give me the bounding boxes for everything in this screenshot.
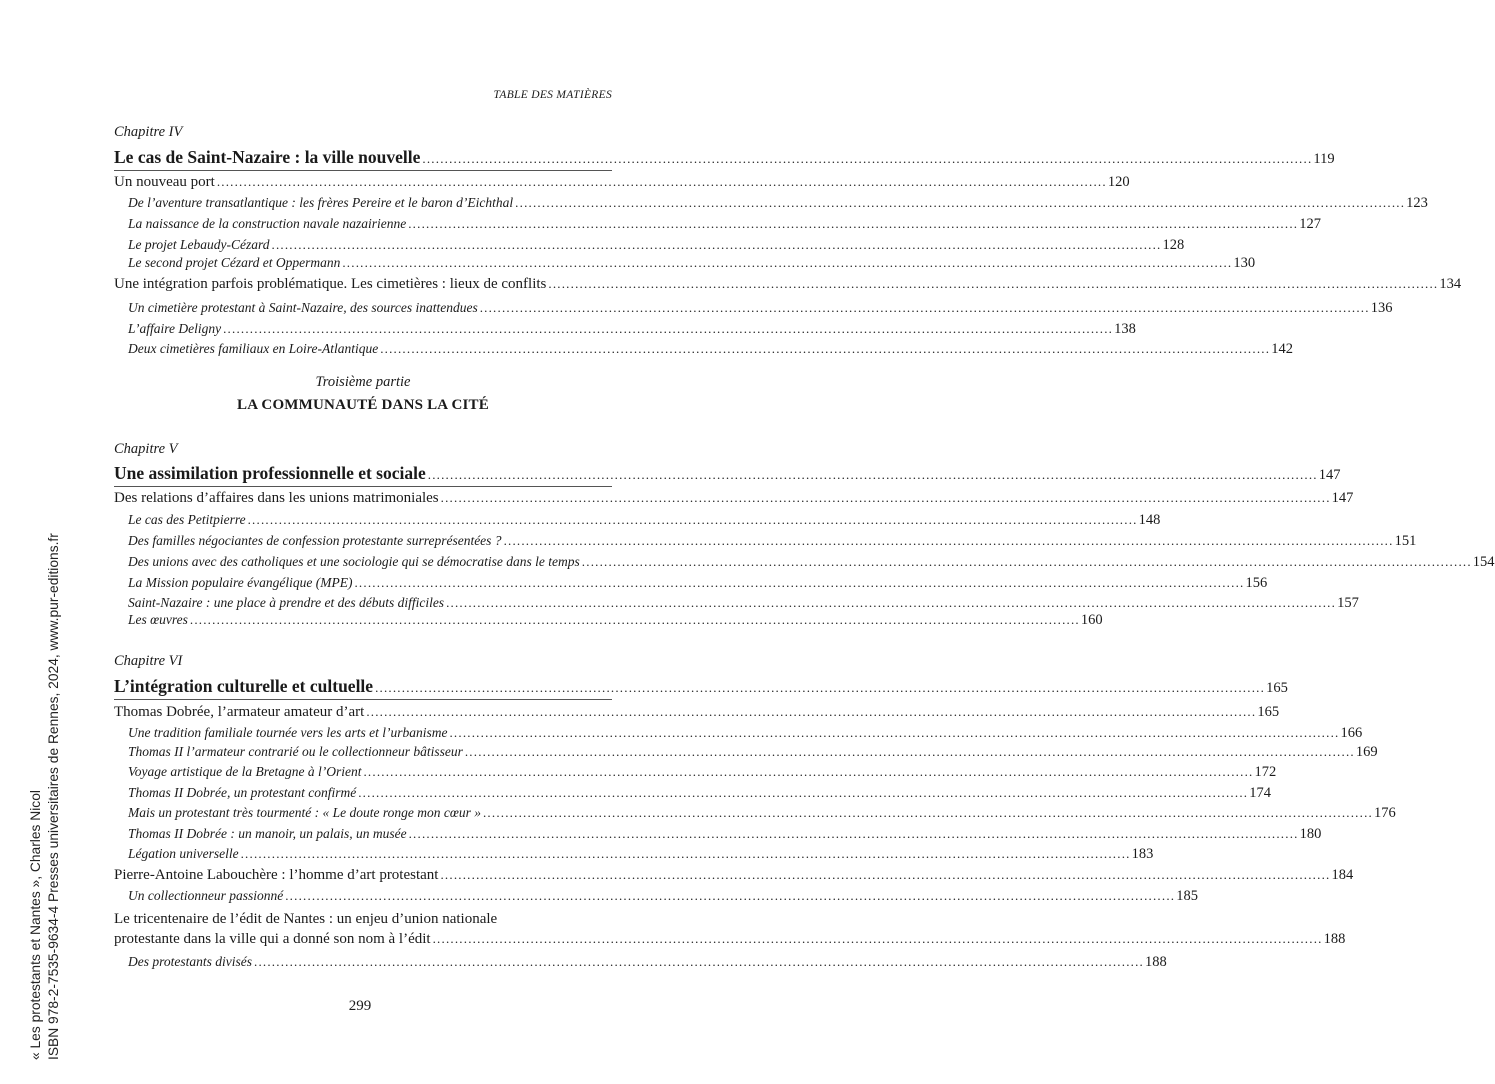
- dot-leader: ........................................................................................................................................................................................................: [216, 174, 1107, 189]
- dot-leader: ........................................................................................................................................................................................................: [548, 276, 1439, 291]
- toc-entry-title: Des familles négociantes de confession protestante surreprésentées ?: [128, 533, 502, 548]
- toc-entry-title: Une tradition familiale tournée vers les arts et l’urbanisme: [128, 725, 448, 740]
- toc-entry-title: Des relations d’affaires dans les unions matrimoniales: [114, 490, 439, 506]
- toc-entry-title: Chapitre V: [114, 441, 178, 457]
- toc-entry-title: Thomas Dobrée, l’armateur amateur d’art: [114, 704, 365, 720]
- toc-subsection: [114, 742, 1378, 762]
- toc-entry-title: protestante dans la ville qui a donné son nom à l’édit: [114, 931, 431, 947]
- toc-entry-title: Une assimilation professionnelle et sociale: [114, 463, 426, 483]
- toc-subsection: [114, 762, 1277, 782]
- toc-subsection: [114, 952, 1167, 972]
- toc-part-label: [114, 372, 612, 392]
- dot-leader: ........................................................................................................................................................................................................: [223, 321, 1114, 336]
- chapter-divider: [114, 699, 612, 700]
- dot-leader: ........................................................................................................................................................................................................: [189, 612, 1080, 627]
- dot-leader: ........................................................................................................................................................................................................: [432, 931, 1323, 946]
- toc-entry-page: 147: [1331, 490, 1354, 506]
- toc-subsection: [114, 214, 1321, 234]
- toc-entry-page: 130: [1233, 255, 1256, 271]
- dot-leader: ........................................................................................................................................................................................................: [515, 195, 1406, 210]
- dot-leader: ........................................................................................................................................................................................................: [247, 512, 1138, 527]
- toc-entry-page: 166: [1340, 725, 1363, 741]
- toc-entry-page: 169: [1355, 744, 1378, 760]
- toc-entry-title: Voyage artistique de la Bretagne à l’Orient: [128, 764, 362, 779]
- toc-entry-title: Le projet Lebaudy-Cézard: [128, 237, 270, 252]
- dot-leader: ........................................................................................................................................................................................................: [581, 554, 1472, 569]
- toc-entry-page: 180: [1299, 826, 1322, 842]
- toc-entry-page: 151: [1394, 533, 1417, 549]
- toc-entry-page: 156: [1245, 575, 1268, 591]
- toc-entry-page: 128: [1162, 237, 1185, 253]
- running-header: TABLE DES MATIÈRES: [493, 89, 612, 101]
- toc-subsection: [114, 298, 1393, 318]
- toc-section: [114, 172, 1130, 192]
- toc-entry-page: 188: [1145, 954, 1167, 970]
- dot-leader: ........................................................................................................................................................................................................: [464, 744, 1355, 759]
- toc-entry-page: 185: [1176, 888, 1198, 904]
- dot-leader: ........................................................................................................................................................................................................: [503, 533, 1394, 548]
- toc-entry-title: Saint-Nazaire : une place à prendre et des débuts difficiles: [128, 595, 445, 610]
- toc-subsection: [114, 552, 1495, 572]
- toc-entry-title: Le second projet Cézard et Oppermann: [128, 255, 341, 270]
- toc-chapter-title: [114, 676, 1288, 696]
- toc-entry-title: L’intégration culturelle et cultuelle: [114, 676, 374, 696]
- dot-leader: ........................................................................................................................................................................................................: [449, 725, 1340, 740]
- toc-entry-title: Un collectionneur passionné: [128, 888, 284, 903]
- dot-leader: ........................................................................................................................................................................................................: [440, 490, 1331, 505]
- toc-chapter-title: [114, 147, 1335, 167]
- toc-section: [114, 274, 1462, 294]
- page-number: 299: [348, 998, 372, 1014]
- toc-entry-title: L’affaire Deligny: [128, 321, 222, 336]
- toc-chapter-title: [114, 463, 1341, 483]
- toc-entry-title: Une intégration parfois problématique. Les cimetières : lieux de conflits: [114, 276, 547, 292]
- toc-entry-title: Thomas II Dobrée, un protestant confirmé: [128, 785, 357, 800]
- dot-leader: ........................................................................................................................................................................................................: [285, 888, 1176, 903]
- toc-entry-page: 176: [1373, 805, 1396, 821]
- toc-entry-title: Deux cimetières familiaux en Loire-Atlantique: [128, 341, 379, 356]
- toc-subsection: [114, 193, 1428, 213]
- toc-section: [114, 909, 612, 929]
- dot-leader: ........................................................................................................................................................................................................: [427, 467, 1318, 482]
- dot-leader: ........................................................................................................................................................................................................: [380, 341, 1271, 356]
- toc-entry-page: 120: [1107, 174, 1130, 190]
- toc-entry-page: 138: [1114, 321, 1136, 337]
- toc-subsection: [114, 783, 1271, 803]
- toc-entry-title: LA COMMUNAUTÉ DANS LA CITÉ: [237, 397, 489, 413]
- dot-leader: ........................................................................................................................................................................................................: [440, 867, 1331, 882]
- toc-subsection: [114, 824, 1322, 844]
- toc-entry-title: Pierre-Antoine Labouchère : l’homme d’art protestant: [114, 867, 439, 883]
- side-citation-line-2: ISBN 978-2-7535-9634-4 Presses universitaires de Rennes, 2024, www.pur-editions.fr: [46, 533, 61, 1060]
- toc-entry-page: 184: [1331, 867, 1354, 883]
- toc-entry-page: 147: [1318, 467, 1341, 483]
- dot-leader: ........................................................................................................................................................................................................: [366, 704, 1257, 719]
- toc-entry-page: 160: [1080, 612, 1103, 628]
- toc-section: [114, 488, 1354, 508]
- dot-leader: ........................................................................................................................................................................................................: [408, 216, 1299, 231]
- toc-part-title: [114, 395, 612, 415]
- toc-entry-title: La naissance de la construction navale nazairienne: [128, 216, 407, 231]
- dot-leader: ........................................................................................................................................................................................................: [354, 575, 1245, 590]
- dot-leader: ........................................................................................................................................................................................................: [271, 237, 1162, 252]
- dot-leader: ........................................................................................................................................................................................................: [408, 826, 1299, 841]
- toc-entry-title: Thomas II l’armateur contrarié ou le collectionneur bâtisseur: [128, 744, 463, 759]
- dot-leader: ........................................................................................................................................................................................................: [358, 785, 1249, 800]
- toc-subsection: [114, 573, 1268, 593]
- toc-section: [114, 865, 1354, 885]
- toc-entry-title: Des protestants divisés: [128, 954, 252, 969]
- toc-subsection: [114, 510, 1161, 530]
- toc-subsection: [114, 610, 1103, 630]
- toc-entry-page: 172: [1254, 764, 1277, 780]
- toc-entry-title: Le cas de Saint-Nazaire : la ville nouvelle: [114, 147, 421, 167]
- toc-entry-title: La Mission populaire évangélique (MPE): [128, 575, 353, 590]
- toc-entry-title: Mais un protestant très tourmenté : « Le doute ronge mon cœur »: [128, 805, 481, 820]
- dot-leader: ........................................................................................................................................................................................................: [482, 805, 1373, 820]
- toc-chapter-label: [114, 651, 612, 671]
- toc-subsection: [114, 235, 1185, 255]
- dot-leader: ........................................................................................................................................................................................................: [363, 764, 1254, 779]
- toc-section: [114, 702, 1280, 722]
- toc-entry-title: Chapitre IV: [114, 124, 183, 140]
- toc-entry-page: 183: [1131, 846, 1154, 862]
- toc-entry-page: 174: [1249, 785, 1271, 801]
- toc-entry-page: 119: [1313, 151, 1335, 167]
- toc-entry-title: Le cas des Petitpierre: [128, 512, 246, 527]
- dot-leader: ........................................................................................................................................................................................................: [375, 680, 1266, 695]
- toc-chapter-label: [114, 439, 612, 459]
- toc-entry-title: Chapitre VI: [114, 653, 183, 669]
- toc-entry-page: 123: [1406, 195, 1428, 211]
- toc-entry-title: Le tricentenaire de l’édit de Nantes : un enjeu d’union nationale: [114, 911, 498, 927]
- toc-section: [114, 929, 1346, 949]
- side-citation: [27, 500, 63, 1060]
- dot-leader: ........................................................................................................................................................................................................: [240, 846, 1131, 861]
- toc-entry-title: Des unions avec des catholiques et une sociologie qui se démocratise dans le temps: [128, 554, 580, 569]
- toc-entry-page: 148: [1138, 512, 1161, 528]
- toc-entry-page: 188: [1323, 931, 1346, 947]
- toc-entry-title: De l’aventure transatlantique : les frères Pereire et le baron d’Eichthal: [128, 195, 514, 210]
- chapter-divider: [114, 170, 612, 171]
- toc-entry-page: 157: [1337, 595, 1359, 611]
- dot-leader: ........................................................................................................................................................................................................: [479, 300, 1370, 315]
- toc-entry-page: 165: [1266, 680, 1288, 696]
- dot-leader: ........................................................................................................................................................................................................: [254, 954, 1144, 969]
- toc-subsection: [114, 531, 1417, 551]
- toc-entry-page: 127: [1299, 216, 1321, 232]
- side-citation-line-1: « Les protestants et Nantes », Charles Nicol: [28, 790, 43, 1060]
- toc-subsection: [114, 844, 1154, 864]
- dot-leader: ........................................................................................................................................................................................................: [422, 151, 1313, 166]
- toc-entry-title: Thomas II Dobrée : un manoir, un palais, un musée: [128, 826, 407, 841]
- toc-entry-page: 136: [1370, 300, 1393, 316]
- toc-subsection: [114, 319, 1136, 339]
- toc-entry-page: 154: [1472, 554, 1495, 570]
- dot-leader: ........................................................................................................................................................................................................: [446, 595, 1337, 610]
- toc-entry-title: Un cimetière protestant à Saint-Nazaire, des sources inattendues: [128, 300, 478, 315]
- toc-entry-title: Les œuvres: [128, 612, 188, 627]
- toc-subsection: [114, 886, 1198, 906]
- toc-subsection: [114, 253, 1256, 273]
- toc-entry-page: 165: [1257, 704, 1280, 720]
- toc-subsection: [114, 723, 1363, 743]
- toc-entry-title: Légation universelle: [128, 846, 239, 861]
- dot-leader: ........................................................................................................................................................................................................: [342, 255, 1233, 270]
- toc-entry-page: 134: [1439, 276, 1462, 292]
- toc-chapter-label: [114, 122, 612, 142]
- toc-entry-title: Troisième partie: [315, 374, 411, 390]
- toc-entry-title: Un nouveau port: [114, 174, 215, 190]
- toc-entry-page: 142: [1271, 341, 1293, 357]
- toc-subsection: [114, 803, 1396, 823]
- toc-subsection: [114, 339, 1293, 359]
- chapter-divider: [114, 486, 612, 487]
